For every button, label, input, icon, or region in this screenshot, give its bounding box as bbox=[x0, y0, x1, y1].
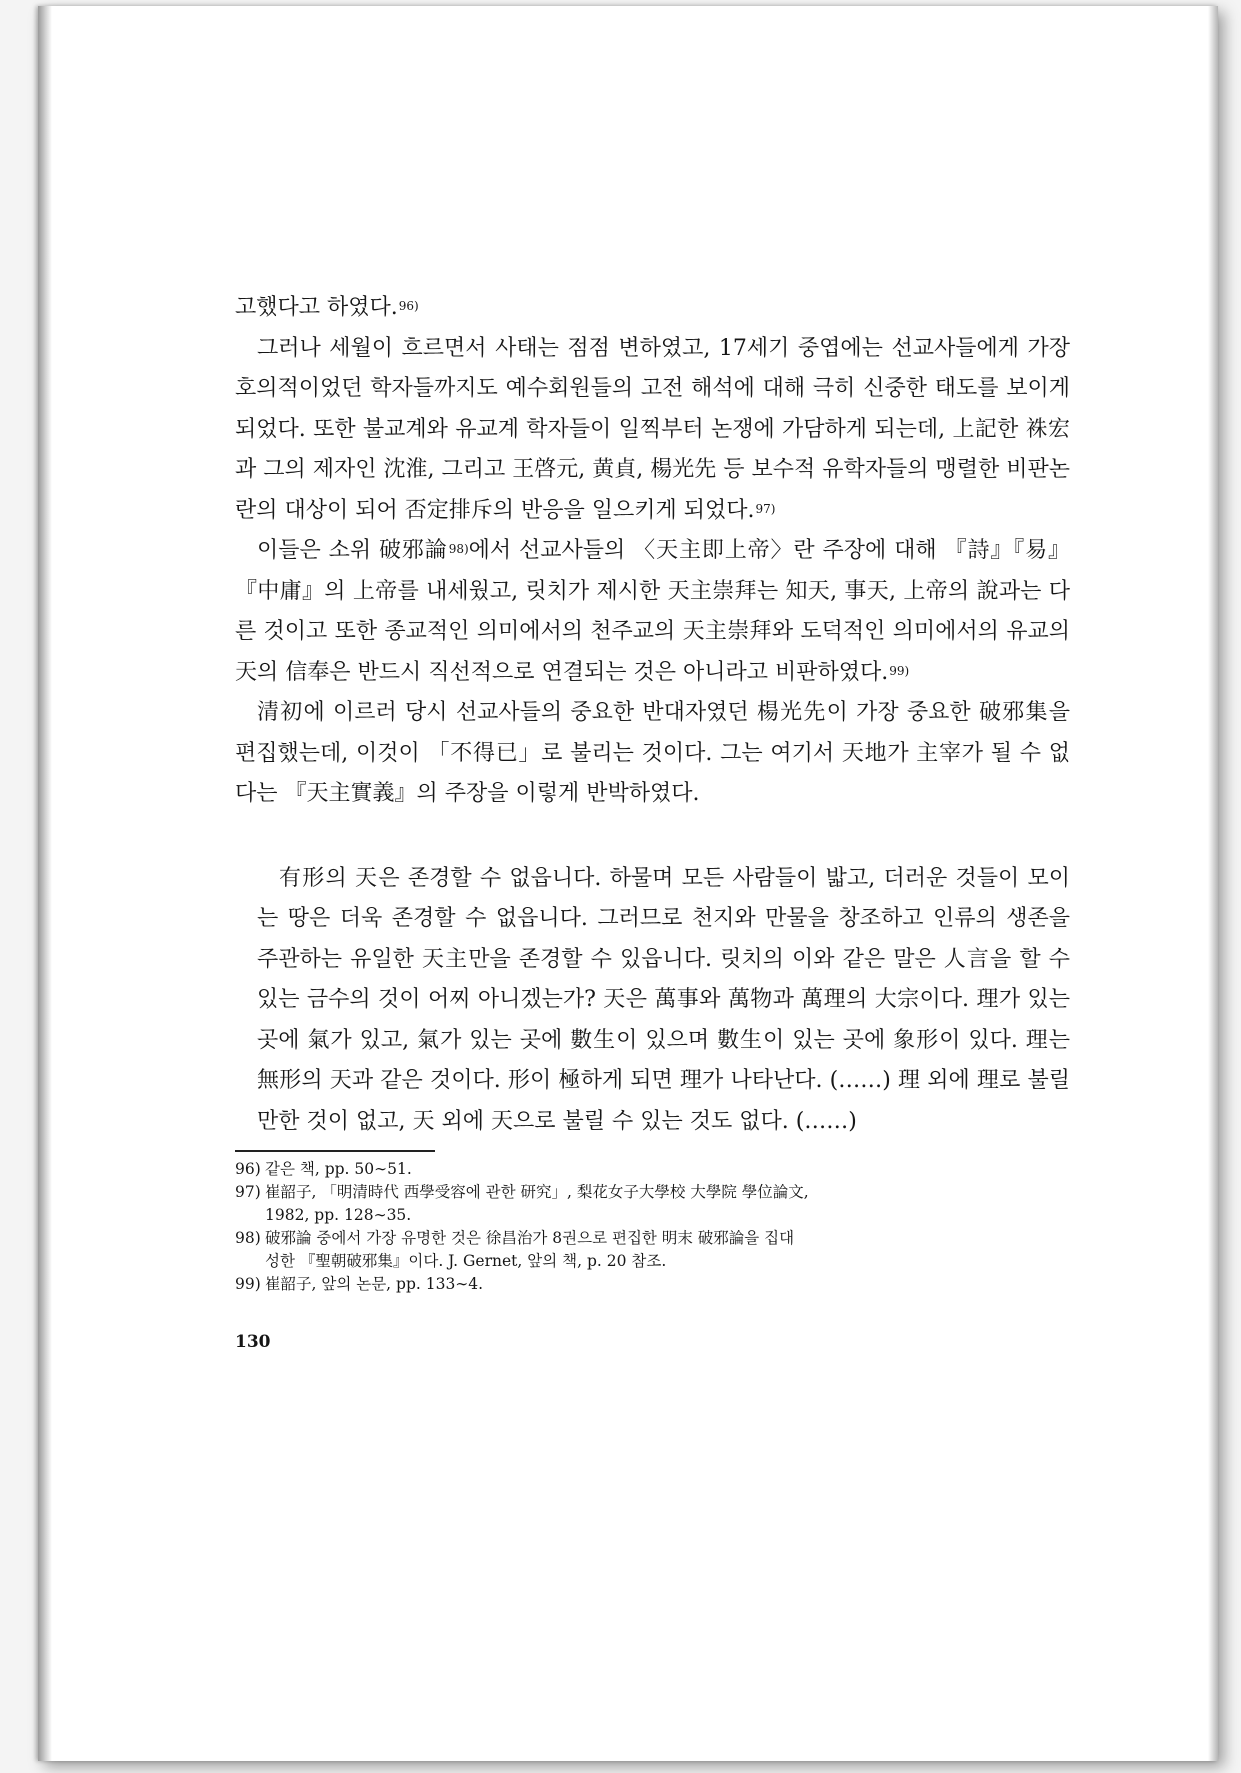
page-right-edge-shadow bbox=[1208, 6, 1218, 1761]
paragraph-2 bbox=[235, 329, 1070, 532]
footnote-98-continuation: 성한 『聖朝破邪集』이다. J. Gernet, 앞의 책, p. 20 참조. bbox=[265, 1252, 667, 1270]
footnote-ref-96: 96) bbox=[398, 299, 419, 313]
footnote-text: 崔韶子, 앞의 논문, pp. 133∼4. bbox=[265, 1275, 484, 1293]
book-page bbox=[235, 288, 1070, 1352]
page-left-edge-shadow bbox=[38, 6, 52, 1761]
footnote-ref-98: 98) bbox=[448, 542, 469, 556]
footnote-text: 破邪論 중에서 가장 유명한 것은 徐昌治가 8권으로 편집한 明末 破邪論을 집대 bbox=[265, 1229, 795, 1247]
paragraph-3 bbox=[235, 531, 1070, 693]
footnote-99 bbox=[235, 1273, 1070, 1296]
footnote-number: 98) bbox=[235, 1229, 261, 1247]
footnote-number: 99) bbox=[235, 1275, 261, 1293]
paragraph-text: 이들은 소위 破邪論 bbox=[257, 538, 448, 563]
footnote-97 bbox=[235, 1181, 1070, 1204]
paragraph-text: 고했다고 하였다. bbox=[235, 295, 398, 320]
footnote-number: 96) bbox=[235, 1160, 261, 1178]
paragraph-text: 清初에 이르러 당시 선교사들의 중요한 반대자였던 楊光先이 가장 중요한 破邪集을 편집했는데, 이것이 「不得已」로 불리는 것이다. 그는 여기서 天地가 主宰가 될 수 없다는 『天主實義』의 주장을 이렇게 반박하였다. bbox=[235, 700, 1070, 806]
footnote-97-continuation: 1982, pp. 128∼35. bbox=[265, 1206, 412, 1224]
paragraph-text: 그러나 세월이 흐르면서 사태는 점점 변하였고, 17세기 중엽에는 선교사들에게 가장 호의적이었던 학자들까지도 예수회원들의 고전 해석에 대해 극히 신중한 태도를 보이게 되었다. 또한 불교계와 유교계 학자들이 일찍부터 논쟁에 가담하게 되는데, 上記한 袾宏과 그의 제자인 沈淮, 그리고 王啓元, 黄貞, 楊光先 등 보수적 유학자들의 맹렬한 비판논란의 대상이 되어 否定排斥의 반응을 일으키게 되었다. bbox=[235, 335, 1070, 523]
footnote-98 bbox=[235, 1227, 1070, 1250]
block-quote: 有形의 天은 존경할 수 없읍니다. 하물며 모든 사람들이 밟고, 더러운 것들이 모이는 땅은 더욱 존경할 수 없읍니다. 그러므로 천지와 만물을 창조하고 인류의 생존을 주관하는 유일한 天主만을 존경할 수 있읍니다. 릿치의 이와 같은 말은 人言을 할 수 있는 금수의 것이 어찌 아니겠는가? 天은 萬事와 萬物과 萬理의 大宗이다. 理가 있는 곳에 氣가 있고, 氣가 있는 곳에 數生이 있으며 數生이 있는 곳에 象形이 있다. 理는 無形의 天과 같은 것이다. 形이 極하게 되면 理가 나타난다. (……) 理 외에 理로 불릴 만한 것이 없고, 天 외에 天으로 불릴 수 있는 것도 없다. (……) bbox=[257, 865, 1070, 1134]
footnote-ref-99: 99) bbox=[889, 663, 910, 678]
paragraph-text: 에서 선교사들의 〈天主即上帝〉란 주장에 대해 『詩』『易』『中庸』의 上帝를 내세웠고, 릿치가 제시한 天主崇拜는 知天, 事天, 上帝의 說과는 다른 것이고 또한 종교적인 의미에서의 천주교의 天主崇拜와 도덕적인 의미에서의 유교의 天의 信奉은 반드시 직선적으로 연결되는 것은 아니라고 비판하였다. bbox=[235, 538, 1071, 685]
footnote-number: 97) bbox=[235, 1183, 261, 1201]
page-number: 130 bbox=[235, 1332, 271, 1352]
footnote-text: 崔韶子, 「明清時代 西學受容에 관한 研究」, 梨花女子大學校 大學院 學位論文, bbox=[265, 1183, 809, 1201]
footnote-divider bbox=[235, 1150, 435, 1152]
footnote-text: 같은 책, pp. 50∼51. bbox=[265, 1160, 412, 1178]
footnote-96 bbox=[235, 1158, 1070, 1181]
footnotes bbox=[235, 1158, 1070, 1296]
paragraph-4 bbox=[235, 693, 1070, 815]
footnote-ref-97: 97) bbox=[755, 501, 776, 516]
paragraph-1 bbox=[235, 288, 1070, 329]
